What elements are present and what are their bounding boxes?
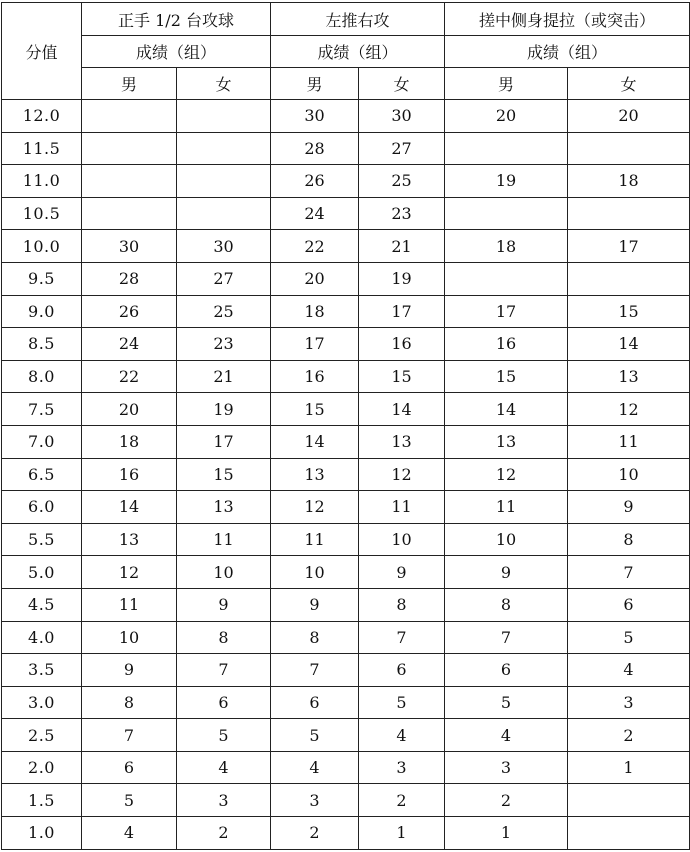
female-header: 女 (359, 68, 445, 100)
result-cell: 15 (177, 458, 271, 491)
result-cell: 30 (271, 100, 359, 133)
score-cell: 9.5 (2, 262, 82, 295)
result-cell: 9 (177, 588, 271, 621)
result-cell: 10 (82, 621, 177, 654)
result-cell: 15 (359, 360, 445, 393)
result-cell: 13 (359, 425, 445, 458)
table-row (2, 197, 690, 230)
score-table (1, 2, 690, 850)
score-cell: 12.0 (2, 100, 82, 133)
result-cell: 8 (177, 621, 271, 654)
score-cell: 7.0 (2, 425, 82, 458)
score-cell: 6.5 (2, 458, 82, 491)
table-row (2, 686, 690, 719)
result-cell: 12 (445, 458, 568, 491)
event-push-attack-header: 左推右攻 (271, 3, 445, 36)
result-cell: 7 (359, 621, 445, 654)
result-cell (82, 132, 177, 165)
result-cell: 25 (177, 295, 271, 328)
result-cell: 23 (359, 197, 445, 230)
result-cell: 11 (445, 491, 568, 524)
result-cell: 8 (359, 588, 445, 621)
table-row (2, 654, 690, 687)
result-cell: 7 (82, 719, 177, 752)
result-cell: 14 (271, 425, 359, 458)
result-cell: 23 (177, 328, 271, 361)
result-cell: 4 (177, 751, 271, 784)
table-row (2, 165, 690, 198)
result-cell: 5 (271, 719, 359, 752)
result-cell: 15 (445, 360, 568, 393)
result-cell: 8 (445, 588, 568, 621)
result-cell: 10 (359, 523, 445, 556)
result-cell: 16 (271, 360, 359, 393)
table-row (2, 262, 690, 295)
result-cell: 13 (445, 425, 568, 458)
result-cell: 16 (445, 328, 568, 361)
table-row (2, 230, 690, 263)
result-cell: 27 (177, 262, 271, 295)
result-cell: 12 (82, 556, 177, 589)
result-cell: 3 (177, 784, 271, 817)
table-row (2, 719, 690, 752)
result-cell: 18 (445, 230, 568, 263)
result-cell (177, 100, 271, 133)
score-cell: 4.5 (2, 588, 82, 621)
result-cell: 6 (568, 588, 690, 621)
result-cell: 6 (177, 686, 271, 719)
result-cell (568, 132, 690, 165)
result-cell: 12 (568, 393, 690, 426)
result-cell: 19 (445, 165, 568, 198)
table-row (2, 621, 690, 654)
result-cell: 26 (271, 165, 359, 198)
result-cell: 7 (177, 654, 271, 687)
result-label: 成绩（组） (82, 36, 271, 68)
result-cell: 4 (271, 751, 359, 784)
result-cell: 9 (82, 654, 177, 687)
result-cell: 7 (568, 556, 690, 589)
result-cell: 5 (568, 621, 690, 654)
result-cell: 30 (177, 230, 271, 263)
result-cell (568, 197, 690, 230)
result-cell: 9 (271, 588, 359, 621)
score-cell: 4.0 (2, 621, 82, 654)
result-cell: 3 (359, 751, 445, 784)
result-cell: 2 (177, 817, 271, 850)
result-cell: 9 (359, 556, 445, 589)
table-row (2, 491, 690, 524)
result-cell: 5 (445, 686, 568, 719)
result-cell: 30 (82, 230, 177, 263)
result-cell: 4 (82, 817, 177, 850)
score-cell: 11.5 (2, 132, 82, 165)
result-cell: 20 (271, 262, 359, 295)
score-cell: 1.0 (2, 817, 82, 850)
result-cell: 8 (82, 686, 177, 719)
result-cell: 17 (568, 230, 690, 263)
result-cell: 25 (359, 165, 445, 198)
result-cell: 2 (359, 784, 445, 817)
result-cell: 2 (568, 719, 690, 752)
result-cell: 13 (177, 491, 271, 524)
result-cell: 16 (359, 328, 445, 361)
result-cell: 14 (568, 328, 690, 361)
score-cell: 2.5 (2, 719, 82, 752)
result-cell: 11 (177, 523, 271, 556)
result-cell (82, 165, 177, 198)
result-cell: 22 (82, 360, 177, 393)
result-cell: 20 (445, 100, 568, 133)
result-cell: 1 (445, 817, 568, 850)
table-row (2, 360, 690, 393)
table-body (2, 100, 690, 850)
event-chop-loop-header: 搓中侧身提拉（或突击） (445, 3, 690, 36)
table-row (2, 556, 690, 589)
female-header: 女 (568, 68, 690, 100)
result-cell: 6 (271, 686, 359, 719)
result-cell: 4 (568, 654, 690, 687)
table-row (2, 132, 690, 165)
result-cell: 18 (271, 295, 359, 328)
result-cell: 3 (445, 751, 568, 784)
result-cell: 8 (568, 523, 690, 556)
result-cell: 10 (177, 556, 271, 589)
result-cell: 9 (445, 556, 568, 589)
result-cell: 2 (445, 784, 568, 817)
score-cell: 8.0 (2, 360, 82, 393)
result-cell: 27 (359, 132, 445, 165)
result-cell: 21 (177, 360, 271, 393)
result-cell: 10 (568, 458, 690, 491)
female-header: 女 (177, 68, 271, 100)
result-cell (445, 262, 568, 295)
result-cell: 11 (359, 491, 445, 524)
result-cell: 14 (359, 393, 445, 426)
event-forehand-header: 正手 1/2 台攻球 (82, 3, 271, 36)
result-cell: 19 (177, 393, 271, 426)
result-cell: 19 (359, 262, 445, 295)
result-cell: 16 (82, 458, 177, 491)
score-cell: 8.5 (2, 328, 82, 361)
result-cell: 14 (82, 491, 177, 524)
score-cell: 6.0 (2, 491, 82, 524)
result-cell: 1 (359, 817, 445, 850)
result-cell: 18 (82, 425, 177, 458)
result-cell: 20 (82, 393, 177, 426)
score-cell: 9.0 (2, 295, 82, 328)
result-cell: 15 (271, 393, 359, 426)
result-cell (82, 100, 177, 133)
result-cell: 13 (82, 523, 177, 556)
result-cell: 7 (271, 654, 359, 687)
score-header: 分值 (2, 3, 82, 100)
result-cell: 12 (359, 458, 445, 491)
score-cell: 5.0 (2, 556, 82, 589)
table-row (2, 393, 690, 426)
result-cell (82, 197, 177, 230)
table-row (2, 100, 690, 133)
table-row (2, 523, 690, 556)
result-cell: 11 (568, 425, 690, 458)
result-cell: 17 (445, 295, 568, 328)
score-cell: 11.0 (2, 165, 82, 198)
result-cell: 18 (568, 165, 690, 198)
score-cell: 5.5 (2, 523, 82, 556)
result-cell: 14 (445, 393, 568, 426)
table-row (2, 588, 690, 621)
result-cell: 28 (271, 132, 359, 165)
score-cell: 10.5 (2, 197, 82, 230)
score-cell: 3.0 (2, 686, 82, 719)
result-cell (445, 197, 568, 230)
result-cell: 13 (568, 360, 690, 393)
result-cell (445, 132, 568, 165)
result-cell: 6 (445, 654, 568, 687)
table-row (2, 458, 690, 491)
result-cell: 20 (568, 100, 690, 133)
result-cell: 10 (445, 523, 568, 556)
score-cell: 1.5 (2, 784, 82, 817)
result-cell (177, 165, 271, 198)
table-row (2, 751, 690, 784)
result-cell (177, 132, 271, 165)
result-cell: 11 (82, 588, 177, 621)
result-cell: 3 (271, 784, 359, 817)
result-cell: 28 (82, 262, 177, 295)
result-cell: 17 (271, 328, 359, 361)
result-cell: 12 (271, 491, 359, 524)
result-label: 成绩（组） (445, 36, 690, 68)
result-cell: 17 (177, 425, 271, 458)
result-cell: 11 (271, 523, 359, 556)
result-cell: 4 (445, 719, 568, 752)
result-cell: 5 (359, 686, 445, 719)
table-row (2, 328, 690, 361)
result-cell: 7 (445, 621, 568, 654)
result-cell: 21 (359, 230, 445, 263)
score-cell: 2.0 (2, 751, 82, 784)
table-row (2, 295, 690, 328)
result-cell: 13 (271, 458, 359, 491)
result-label: 成绩（组） (271, 36, 445, 68)
result-cell: 30 (359, 100, 445, 133)
result-cell: 17 (359, 295, 445, 328)
result-cell: 2 (271, 817, 359, 850)
score-cell: 3.5 (2, 654, 82, 687)
male-header: 男 (445, 68, 568, 100)
result-cell: 4 (359, 719, 445, 752)
score-cell: 7.5 (2, 393, 82, 426)
result-cell: 3 (568, 686, 690, 719)
result-cell (568, 784, 690, 817)
result-cell: 1 (568, 751, 690, 784)
score-cell: 10.0 (2, 230, 82, 263)
result-cell (568, 262, 690, 295)
male-header: 男 (271, 68, 359, 100)
table-row (2, 425, 690, 458)
result-cell: 5 (177, 719, 271, 752)
table-row (2, 784, 690, 817)
result-cell: 22 (271, 230, 359, 263)
result-cell: 5 (82, 784, 177, 817)
result-cell: 6 (82, 751, 177, 784)
result-cell: 10 (271, 556, 359, 589)
result-cell (568, 817, 690, 850)
result-cell: 24 (82, 328, 177, 361)
result-cell: 15 (568, 295, 690, 328)
result-cell (177, 197, 271, 230)
table-row (2, 817, 690, 850)
result-cell: 8 (271, 621, 359, 654)
result-cell: 26 (82, 295, 177, 328)
result-cell: 24 (271, 197, 359, 230)
result-cell: 9 (568, 491, 690, 524)
result-cell: 6 (359, 654, 445, 687)
male-header: 男 (82, 68, 177, 100)
